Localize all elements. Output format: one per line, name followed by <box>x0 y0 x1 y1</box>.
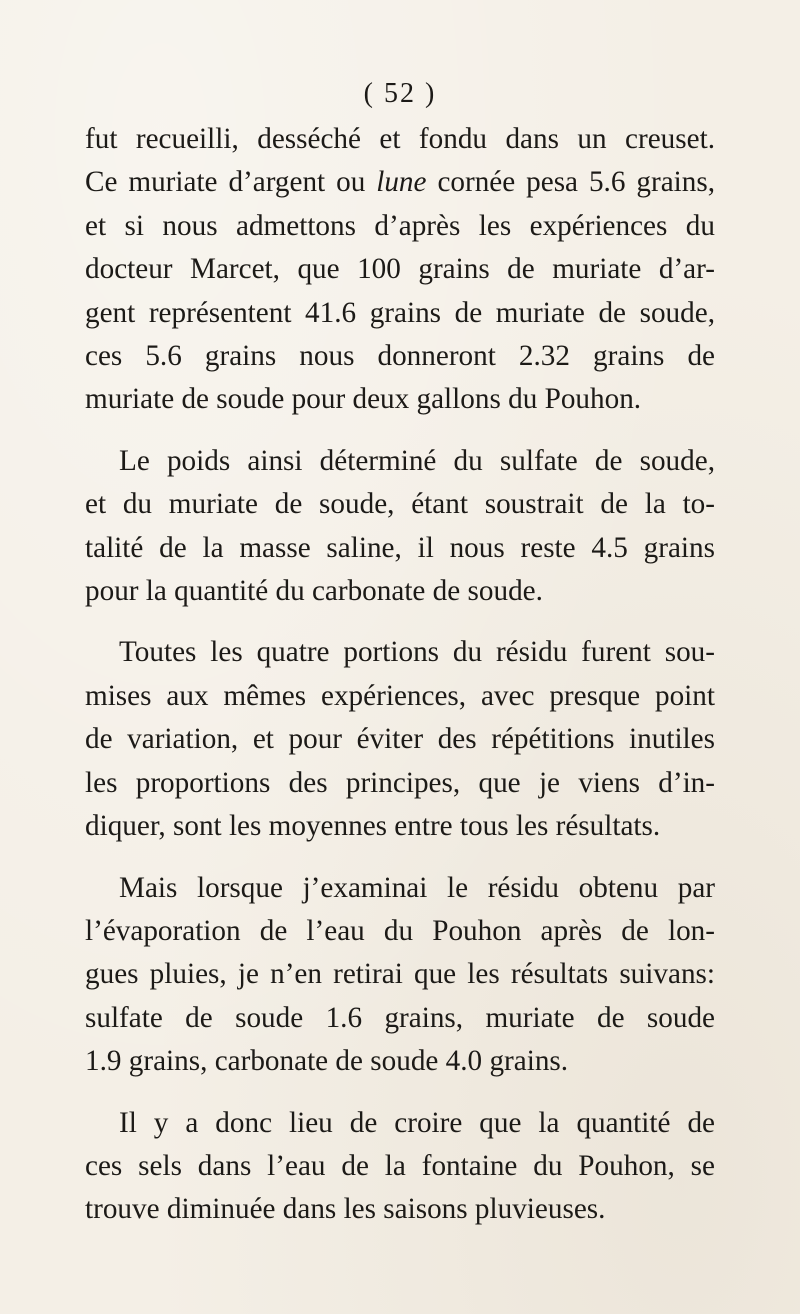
body-text <box>85 118 715 1232</box>
paragraph-2 <box>85 440 715 614</box>
text-line: Mais lorsque j’examinai le résidu obtenu par <box>119 871 715 904</box>
text-line: ces sels dans l’eau de la fontaine du Pouhon, se <box>85 1149 715 1182</box>
text-line: Il y a donc lieu de croire que la quantité de <box>119 1106 715 1139</box>
italic-word: lune <box>376 166 427 199</box>
paragraph-3 <box>85 631 715 848</box>
text-line: fut recueilli, desséché et fondu dans un creuset. <box>85 123 715 155</box>
paragraph-4 <box>85 867 715 1084</box>
text-line: et si nous admettons d’après les expériences du <box>85 209 715 242</box>
paragraph-5 <box>85 1102 715 1232</box>
text-line: Le poids ainsi déterminé du sulfate de soude, <box>119 444 715 477</box>
text-line: Ce muriate d’argent ou lune cornée pesa 5.6 grains, <box>85 166 716 199</box>
text-line: talité de la masse saline, il nous reste 4.5 grains <box>85 531 715 564</box>
text-line: gues pluies, je n’en retirai que les résultats suivans: <box>85 958 715 991</box>
text-line: pour la quantité du carbonate de soude. <box>85 575 543 608</box>
text-line: les proportions des principes, que je viens d’in- <box>85 766 715 799</box>
text-line: gent représentent 41.6 grains de muriate de soude, <box>85 296 715 329</box>
text-line: trouve diminuée dans les saisons pluvieuses. <box>85 1193 606 1226</box>
text-line: muriate de soude pour deux gallons du Pouhon. <box>85 383 642 416</box>
text-line: mises aux mêmes expériences, avec presque point <box>85 679 715 712</box>
text-line: de variation, et pour éviter des répétitions inutiles <box>85 723 715 756</box>
text-line: Toutes les quatre portions du résidu furent sou- <box>119 636 715 669</box>
text-line: docteur Marcet, que 100 grains de muriate d’ar- <box>85 253 715 286</box>
text-line: sulfate de soude 1.6 grains, muriate de soude <box>85 1001 715 1034</box>
text-line: diquer, sont les moyennes entre tous les résultats. <box>85 810 661 843</box>
paragraph-1 <box>85 118 715 422</box>
text-line: et du muriate de soude, étant soustrait de la to- <box>85 488 715 521</box>
text-line: 1.9 grains, carbonate de soude 4.0 grains. <box>85 1045 569 1078</box>
text-line: l’évaporation de l’eau du Pouhon après de lon- <box>85 914 715 947</box>
page-number: ( 52 ) <box>363 78 437 109</box>
text-line: ces 5.6 grains nous donneront 2.32 grains de <box>85 340 715 373</box>
